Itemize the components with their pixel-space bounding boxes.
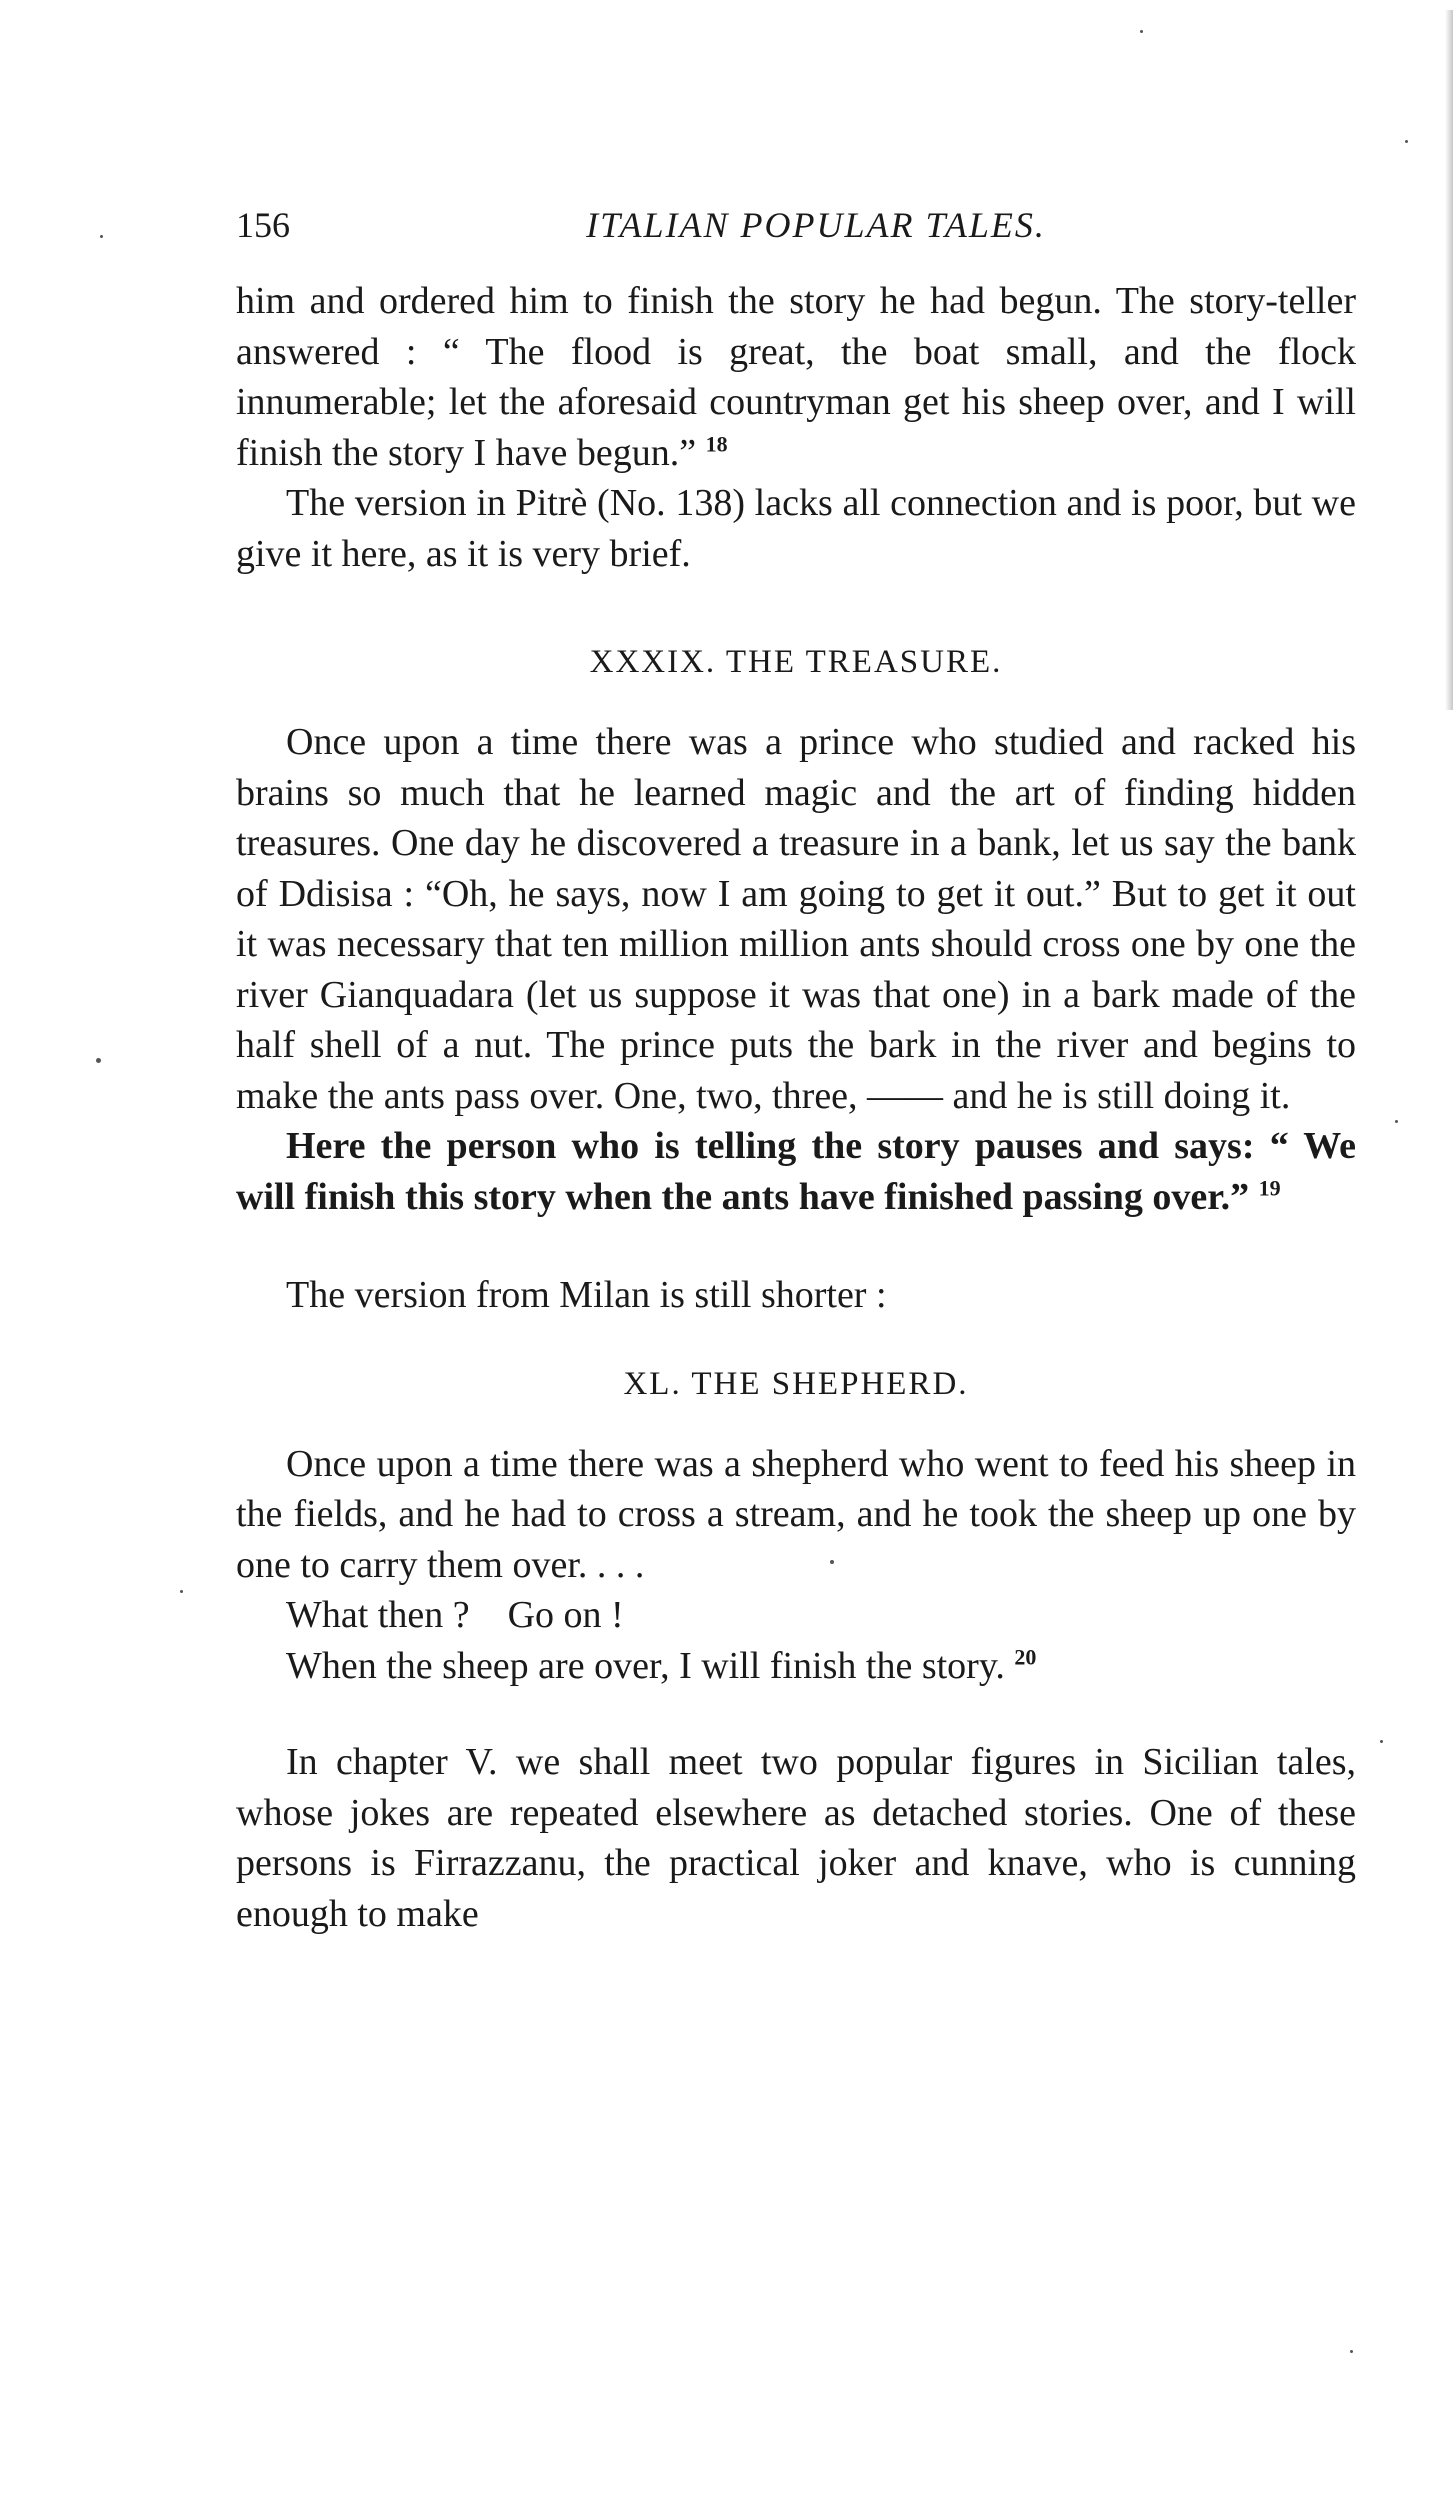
paragraph-what-then: What then ? Go on ! <box>286 1594 624 1636</box>
section-title-shepherd: XL. THE SHEPHERD. <box>623 1365 969 1402</box>
running-title: ITALIAN POPULAR TALES. <box>586 205 1046 245</box>
book-page <box>236 200 1356 1939</box>
paragraph-text: When the sheep are over, I will finish the story. <box>286 1644 1005 1687</box>
paragraph-continued <box>236 276 1356 478</box>
paragraph-narrator-pause <box>236 1121 1356 1222</box>
paragraph-pitre-version: The version in Pitrè (No. 138) lacks all connection and is poor, but we give it here, as it is very brief. <box>236 482 1356 575</box>
footnote-ref-19: 19 <box>1258 1174 1281 1200</box>
paragraph-text: Here the person who is telling the story pauses and says: “ We will finish this story when the ants have finished passing over.” <box>236 1125 1356 1218</box>
paragraph-milan-version: The version from Milan is still shorter : <box>286 1274 887 1316</box>
footnote-ref-20: 20 <box>1014 1643 1037 1669</box>
paragraph-sheep-over <box>236 1641 1356 1692</box>
running-head <box>236 200 1356 250</box>
section-title-treasure: XXXIX. THE TREASURE. <box>589 644 1003 680</box>
paragraph-shepherd-story: Once upon a time there was a shepherd who went to feed his sheep in the fields, and he had to cross a stream, and he took the sheep up one by one to carry them over. . . . <box>236 1442 1356 1586</box>
page-edge-shadow <box>1445 10 1453 710</box>
paragraph-text: him and ordered him to finish the story he had begun. The story-teller answered : “ The flood is great, the boat small, and the flock innumerable; let the aforesaid countryman get his sheep over, and I will finish the story I have begun.” <box>236 280 1356 474</box>
paragraph-chapter-five: In chapter V. we shall meet two popular figures in Sicilian tales, whose jokes are repeated elsewhere as detached stories. One of these persons is Firrazzanu, the practical joker and knave, who is cunning enough to make <box>236 1741 1356 1935</box>
footnote-ref-18: 18 <box>705 430 728 456</box>
paragraph-treasure-story: Once upon a time there was a prince who studied and racked his brains so much that he learned magic and the art of finding hidden treasures. One day he discovered a treasure in a bank, let us say the bank of Ddisisa : “Oh, he says, now I am going to get it out.” But to get it out it was necessary that ten million million ants should cross one by one the river Gianquadara (let us suppose it was that one) in a bark made of the half shell of a nut. The prince puts the bark in the river and begins to make the ants pass over. One, two, three, —— and he is still doing it. <box>236 721 1356 1117</box>
page-number: 156 <box>236 205 290 245</box>
